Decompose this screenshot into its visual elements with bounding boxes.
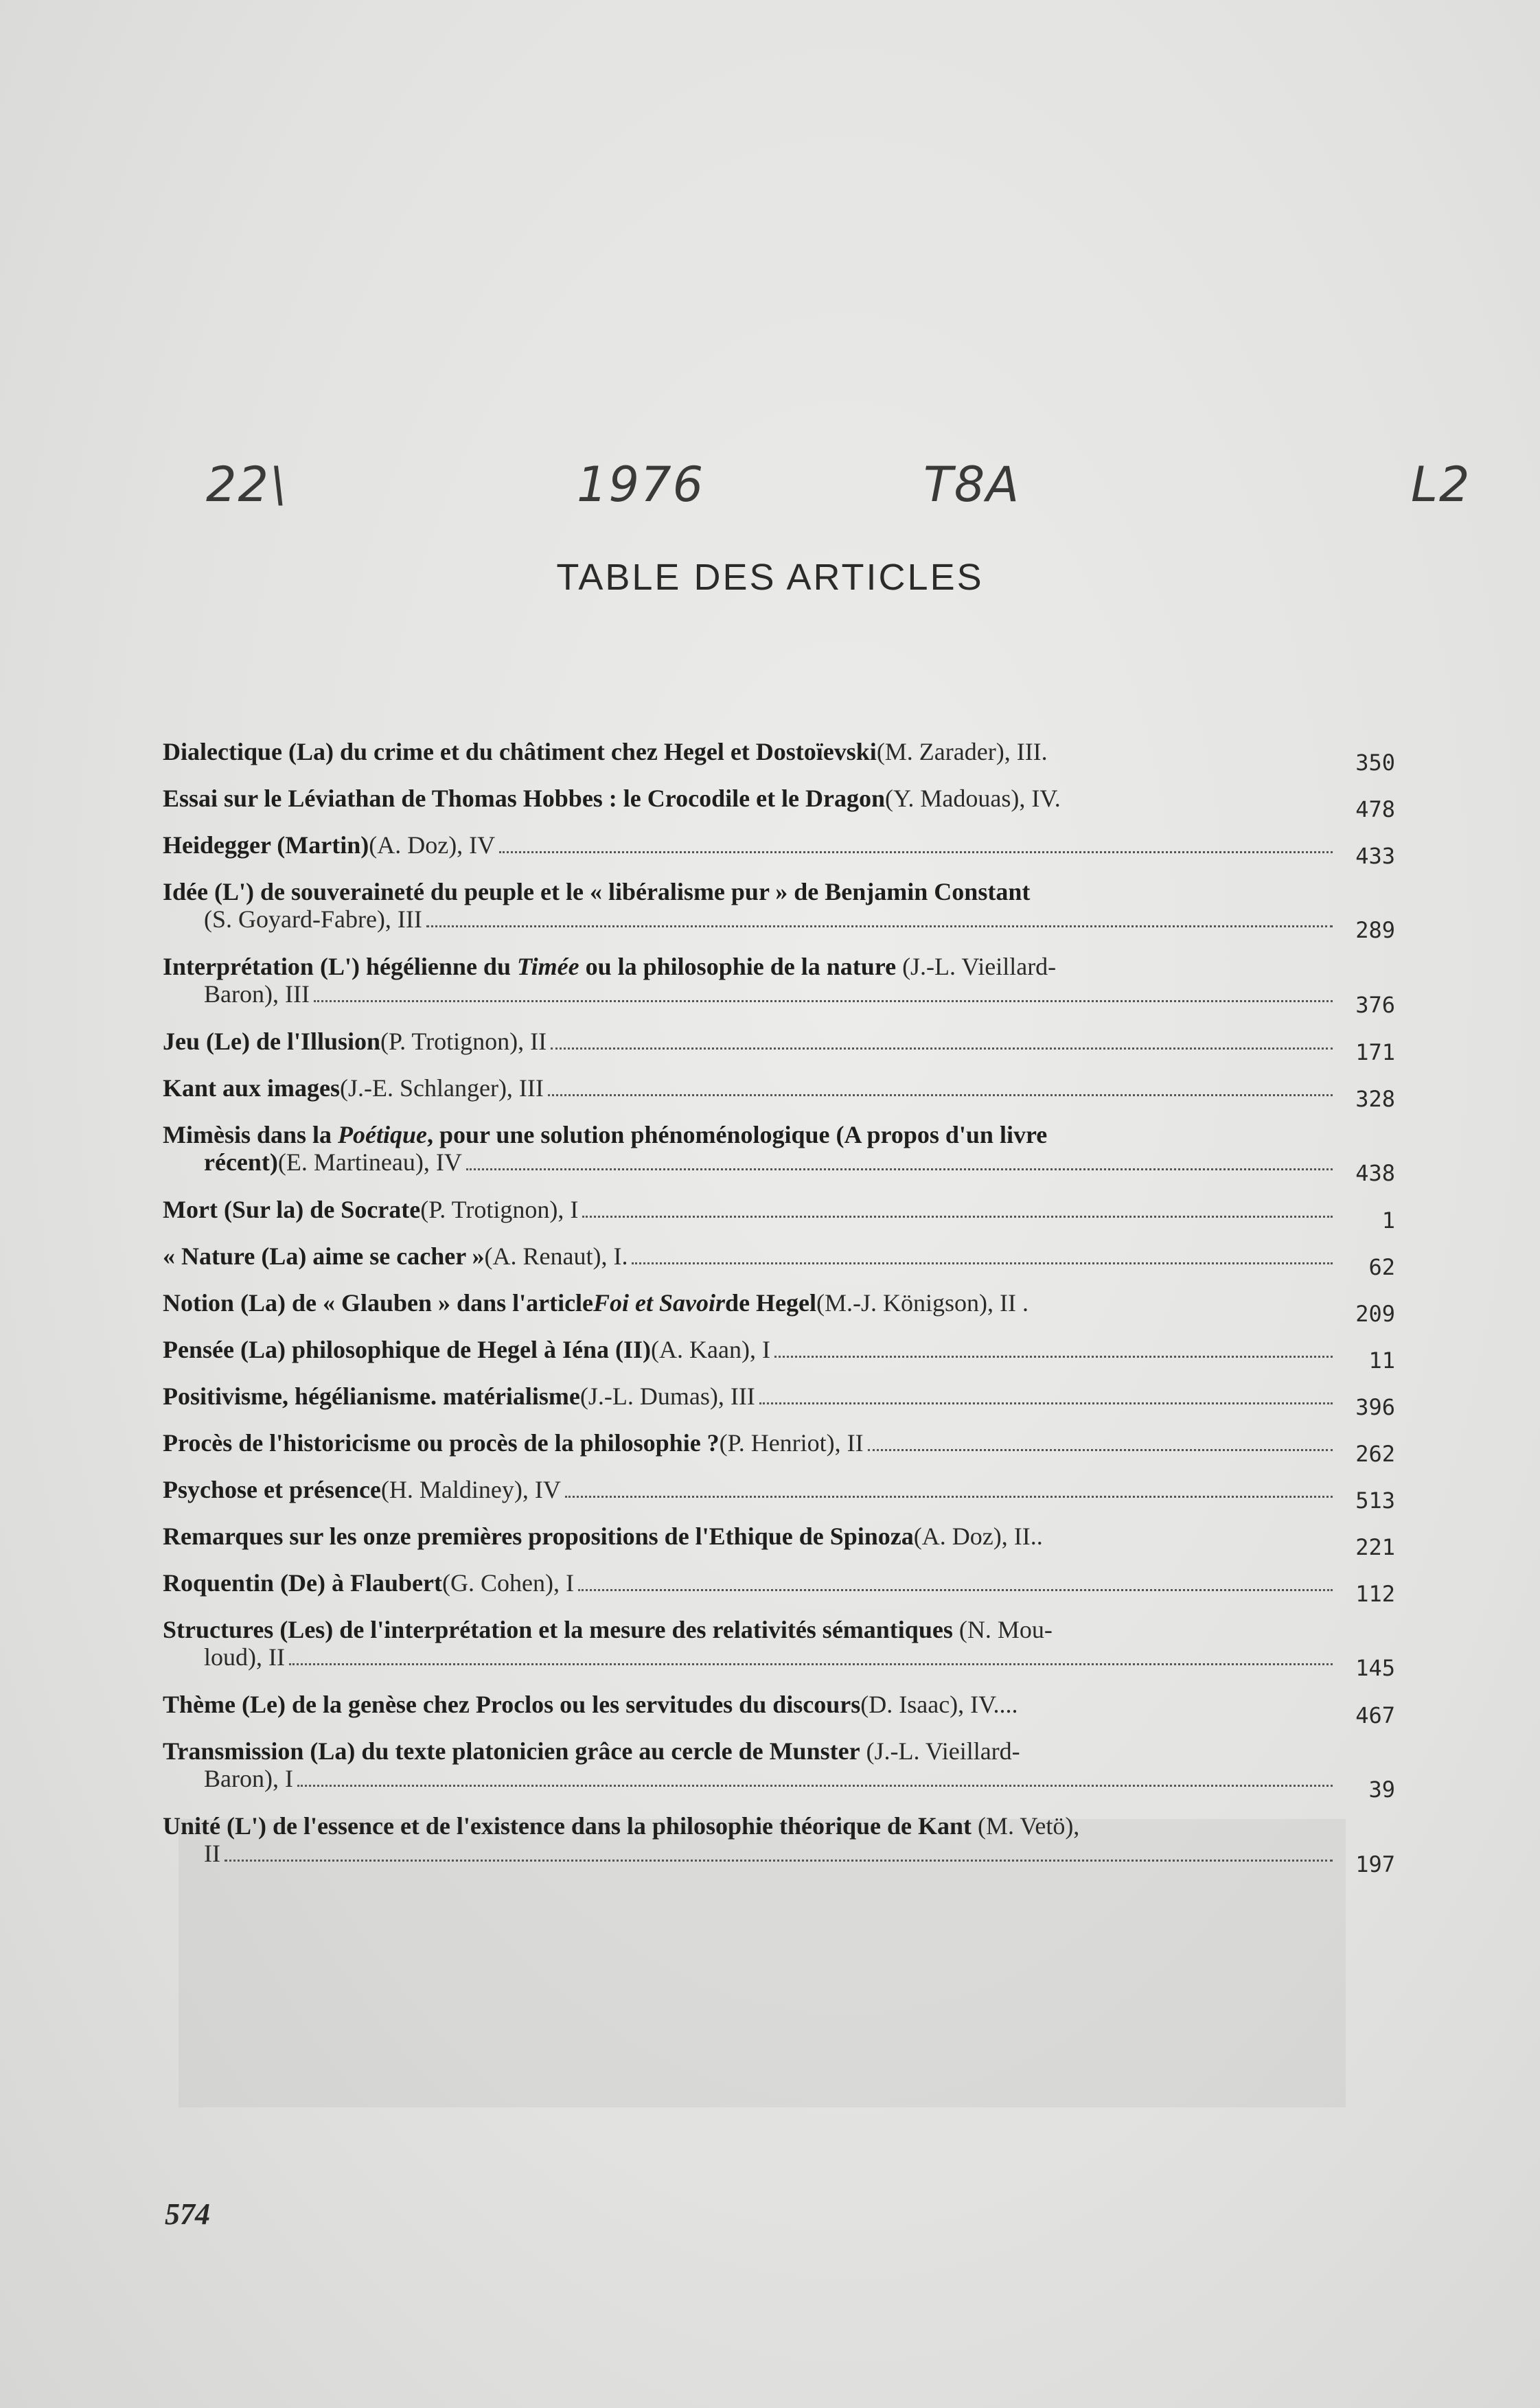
dot-leader [426,925,1333,927]
toc-entry [163,1691,1395,1737]
dot-leader [548,1094,1333,1096]
entry-author: (A. Doz), II.. [913,1523,1043,1550]
entry-title: Essai sur le Léviathan de Thomas Hobbes : le Crocodile et le Dragon [163,785,886,812]
entry-title: Interprétation (L') hégélienne du [163,953,517,980]
toc-entry [163,878,1395,953]
entry-title: Dialectique (La) du crime et du châtiment chez Hegel et Dostoïevski [163,738,877,765]
entry-author: (J.-L. Vieillard- [896,953,1057,980]
entry-author: (P. Trotignon), II [380,1028,547,1055]
toc-entry [163,1074,1395,1121]
entry-title: « Nature (La) aime se cacher » [163,1242,485,1270]
entry-author: (M. Zarader), III. [876,738,1048,765]
toc-entry [163,1737,1395,1812]
entry-author: II [204,1840,220,1867]
table-of-articles [163,738,1395,1887]
page-number: 112 [1355,1581,1395,1607]
entry-title: Structures (Les) de l'interprétation et la mesure des relativités sémantiques [163,1616,953,1643]
page-title: TABLE DES ARTICLES [556,557,984,598]
toc-entry [163,738,1395,785]
page-number: 467 [1355,1702,1395,1728]
toc-entry [163,1476,1395,1523]
entry-title: ou la philosophie de la nature [579,953,897,980]
toc-entry [163,1028,1395,1074]
entry-title: Psychose et présence [163,1476,381,1503]
entry-title-italic: Foi et Savoir [593,1289,726,1317]
entry-title: récent) [204,1148,278,1176]
entry-title: Remarques sur les onze premières propositions de l'Ethique de Spinoza [163,1523,914,1550]
entry-author: (P. Trotignon), I [420,1196,579,1223]
dot-leader [565,1496,1333,1498]
page-number: 433 [1355,843,1395,869]
entry-author: (M. Vetö), [971,1812,1080,1840]
entry-author: loud), II [204,1643,285,1671]
entry-author: (J.-E. Schlanger), III [340,1074,544,1102]
dot-leader [551,1047,1333,1050]
page-number: 221 [1355,1534,1395,1560]
toc-entry [163,1196,1395,1242]
handwritten-note-right: L2 [1411,456,1471,513]
dot-leader [297,1785,1333,1787]
handwritten-note-left: 22\ [206,456,288,513]
entry-author: Baron), III [204,980,310,1008]
page-number: 145 [1355,1655,1395,1681]
entry-title: Heidegger (Martin) [163,831,369,859]
dot-leader [499,851,1333,853]
entry-title: Mort (Sur la) de Socrate [163,1196,421,1223]
page-number: 478 [1355,796,1395,822]
entry-author: Baron), I [204,1765,293,1792]
entry-author: (A. Renaut), I. [484,1242,628,1270]
toc-entry [163,1523,1395,1569]
entry-author: (J.-L. Vieillard- [860,1737,1020,1765]
page-number: 350 [1355,750,1395,776]
page-number: 262 [1355,1441,1395,1467]
handwritten-note-year: 1976 [577,456,705,513]
toc-entry [163,1569,1395,1616]
page-number: 11 [1368,1347,1395,1374]
dot-leader [759,1402,1333,1404]
toc-entry [163,1382,1395,1429]
entry-author: (S. Goyard-Fabre), III [204,905,422,933]
entry-author: (Y. Madouas), IV. [885,785,1061,812]
page-number: 438 [1355,1160,1395,1186]
entry-title: Roquentin (De) à Flaubert [163,1569,442,1597]
dot-leader [578,1589,1333,1591]
page-folio: 574 [165,2197,210,2231]
page-number: 197 [1355,1851,1395,1877]
page-number: 39 [1368,1776,1395,1803]
entry-author: (G. Cohen), I [442,1569,574,1597]
entry-author: (J.-L. Dumas), III [579,1382,755,1410]
page-number: 513 [1355,1487,1395,1514]
page-number: 62 [1368,1254,1395,1280]
toc-entry [163,1616,1395,1691]
dot-leader [632,1262,1333,1264]
page-number: 171 [1355,1039,1395,1065]
entry-title: de Hegel [725,1289,817,1317]
entry-author: (E. Martineau), IV [277,1148,462,1176]
toc-entry [163,1289,1395,1336]
page-number: 1 [1381,1207,1395,1234]
entry-author: (A. Kaan), I [651,1336,770,1363]
dot-leader [314,1000,1333,1002]
toc-entry [163,785,1395,831]
entry-title-italic: Poétique [338,1121,428,1148]
entry-title: Thème (Le) de la genèse chez Proclos ou les servitudes du discours [163,1691,861,1718]
handwritten-note-code: T8A [923,456,1021,513]
entry-title: Jeu (Le) de l'Illusion [163,1028,381,1055]
toc-entry [163,1429,1395,1476]
entry-author: (D. Isaac), IV.... [860,1691,1018,1718]
entry-title: Procès de l'historicisme ou procès de la philosophie ? [163,1429,720,1457]
entry-title: Mimèsis dans la [163,1121,338,1148]
toc-entry [163,831,1395,878]
entry-title: Pensée (La) philosophique de Hegel à Iéna (II) [163,1336,652,1363]
entry-author: (H. Maldiney), IV [380,1476,561,1503]
entry-title: Positivisme, hégélianisme. matérialisme [163,1382,580,1410]
dot-leader [868,1449,1333,1451]
page-number: 209 [1355,1301,1395,1327]
dot-leader [774,1356,1333,1358]
entry-title: Transmission (La) du texte platonicien grâce au cercle de Munster [163,1737,860,1765]
page-number: 328 [1355,1086,1395,1112]
dot-leader [289,1663,1333,1665]
page-number: 396 [1355,1394,1395,1420]
entry-title-italic: Timée [516,953,579,980]
entry-title: Notion (La) de « Glauben » dans l'article [163,1289,594,1317]
toc-entry [163,1336,1395,1382]
entry-title: Idée (L') de souveraineté du peuple et le « libéralisme pur » de Benjamin Constant [163,878,1031,905]
entry-author: (N. Mou- [952,1616,1053,1643]
dot-leader [225,1860,1333,1862]
dot-leader [582,1216,1333,1218]
page-number: 289 [1355,917,1395,943]
entry-title: , pour une solution phénoménologique (A propos d'un livre [427,1121,1048,1148]
toc-entry [163,1242,1395,1289]
toc-entry [163,1812,1395,1887]
entry-title: Kant aux images [163,1074,341,1102]
entry-author: (A. Doz), IV [369,831,496,859]
entry-title: Unité (L') de l'essence et de l'existence dans la philosophie théorique de Kant [163,1812,972,1840]
dot-leader [466,1168,1333,1170]
entry-author: (P. Henriot), II [719,1429,864,1457]
entry-author: (M.-J. Königson), II . [816,1289,1028,1317]
page-number: 376 [1355,992,1395,1018]
toc-entry [163,953,1395,1028]
toc-entry [163,1121,1395,1196]
